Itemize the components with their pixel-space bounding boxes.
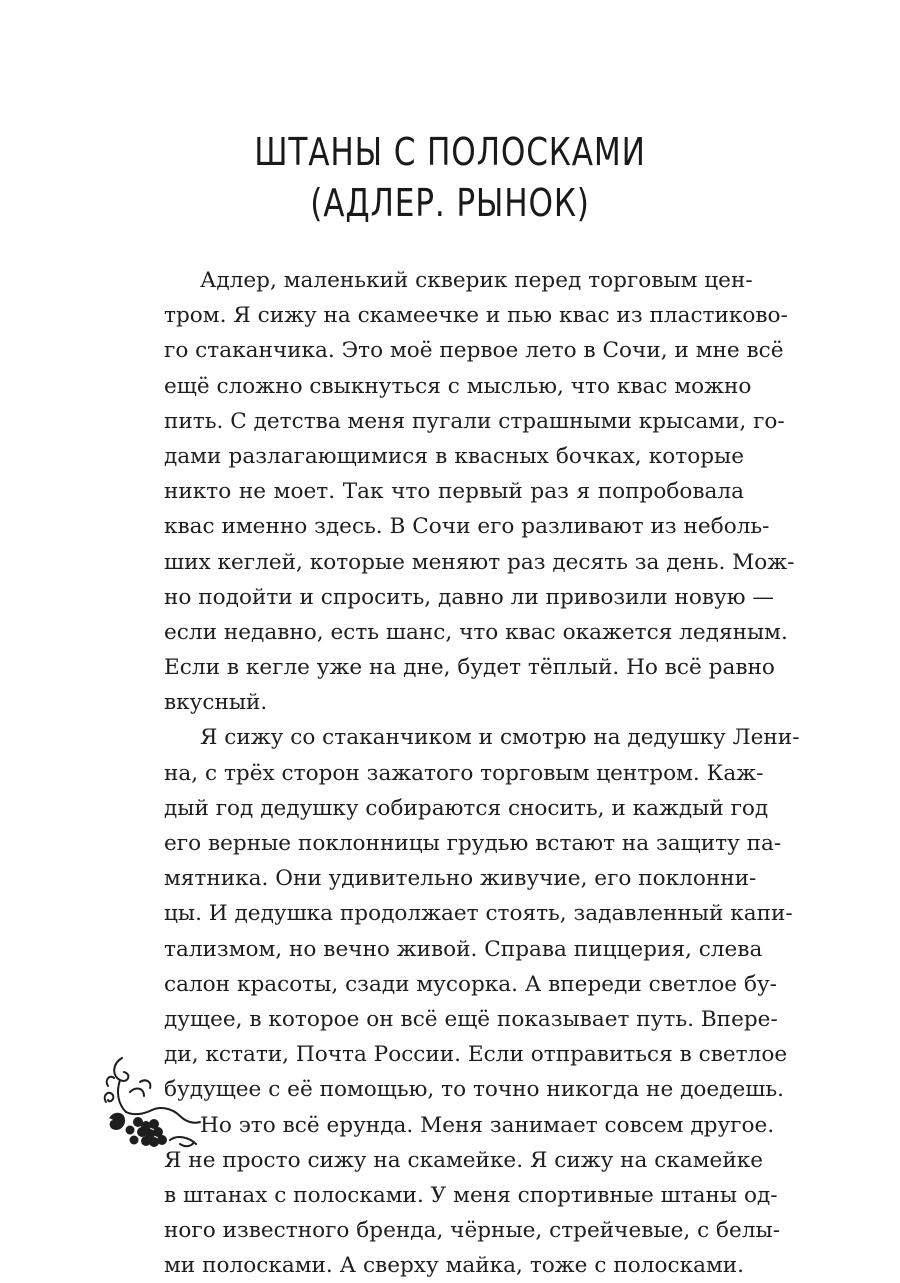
text-line: вкусный. bbox=[164, 690, 268, 716]
chapter-title-line-2: (АДЛЕР. РЫНОК) bbox=[310, 181, 590, 225]
text-line: салон красоты, сзади мусорка. А впереди светлое бу- bbox=[164, 971, 777, 997]
text-line: цы. И дедушка продолжает стоять, задавленный капи- bbox=[164, 901, 793, 927]
text-line: дущее, в которое он всё ещё показывает путь. Впере- bbox=[164, 1006, 778, 1032]
grapevine-ornament-icon bbox=[100, 1052, 204, 1152]
text-line: Я сижу со стаканчиком и смотрю на дедушку Лени- bbox=[200, 725, 800, 751]
text-line: тализмом, но вечно живой. Справа пиццерия, слева bbox=[164, 936, 763, 962]
text-line: Но это всё ерунда. Меня занимает совсем другое. bbox=[200, 1112, 775, 1138]
text-line: тром. Я сижу на скамеечке и пью квас из пластиково- bbox=[164, 303, 788, 329]
text-line: ди, кстати, Почта России. Если отправиться в светлое bbox=[164, 1042, 788, 1068]
text-line: никто не моет. Так что первый раз я попробовала bbox=[164, 479, 744, 505]
text-line: пить. С детства меня пугали страшными крысами, го- bbox=[164, 408, 785, 434]
text-line: дами разлагающимися в квасных бочках, которые bbox=[164, 443, 744, 469]
text-line: мятника. Они удивительно живучие, его поклонни- bbox=[164, 866, 757, 892]
text-line: Я не просто сижу на скамейке. Я сижу на скамейке bbox=[164, 1147, 764, 1173]
text-line: будущее с её помощью, то точно никогда не доедешь. bbox=[164, 1077, 784, 1103]
text-line: дый год дедушку собираются сносить, и каждый год bbox=[164, 795, 769, 821]
text-line: ми полосками. А сверху майка, тоже с полосками. bbox=[164, 1253, 744, 1279]
text-line: ших кеглей, которые меняют раз десять за день. Мож- bbox=[164, 549, 795, 575]
text-line: го стаканчика. Это моё первое лето в Сочи, и мне всё bbox=[164, 338, 784, 364]
text-line: на, с трёх сторон зажатого торговым центром. Каж- bbox=[164, 760, 764, 786]
text-line: Адлер, маленький скверик перед торговым цен- bbox=[200, 268, 753, 293]
text-line: Если в кегле уже на дне, будет тёплый. Но всё равно bbox=[164, 655, 775, 681]
text-line: ного известного бренда, чёрные, стрейчевые, с белы- bbox=[164, 1218, 781, 1244]
text-line: в штанах с полосками. У меня спортивные штаны од- bbox=[164, 1182, 778, 1208]
body-text bbox=[164, 263, 800, 1283]
text-line: квас именно здесь. В Сочи его разливают из неболь- bbox=[164, 514, 770, 540]
chapter-title-line-1: ШТАНЫ С ПОЛОСКАМИ bbox=[254, 130, 646, 174]
text-line: ещё сложно свыкнуться с мыслью, что квас можно bbox=[164, 373, 752, 399]
text-line: если недавно, есть шанс, что квас окажется ледяным. bbox=[164, 619, 788, 645]
text-line: его верные поклонницы грудью встают на защиту па- bbox=[164, 831, 782, 856]
text-line: но подойти и спросить, давно ли привозили новую — bbox=[164, 584, 775, 610]
